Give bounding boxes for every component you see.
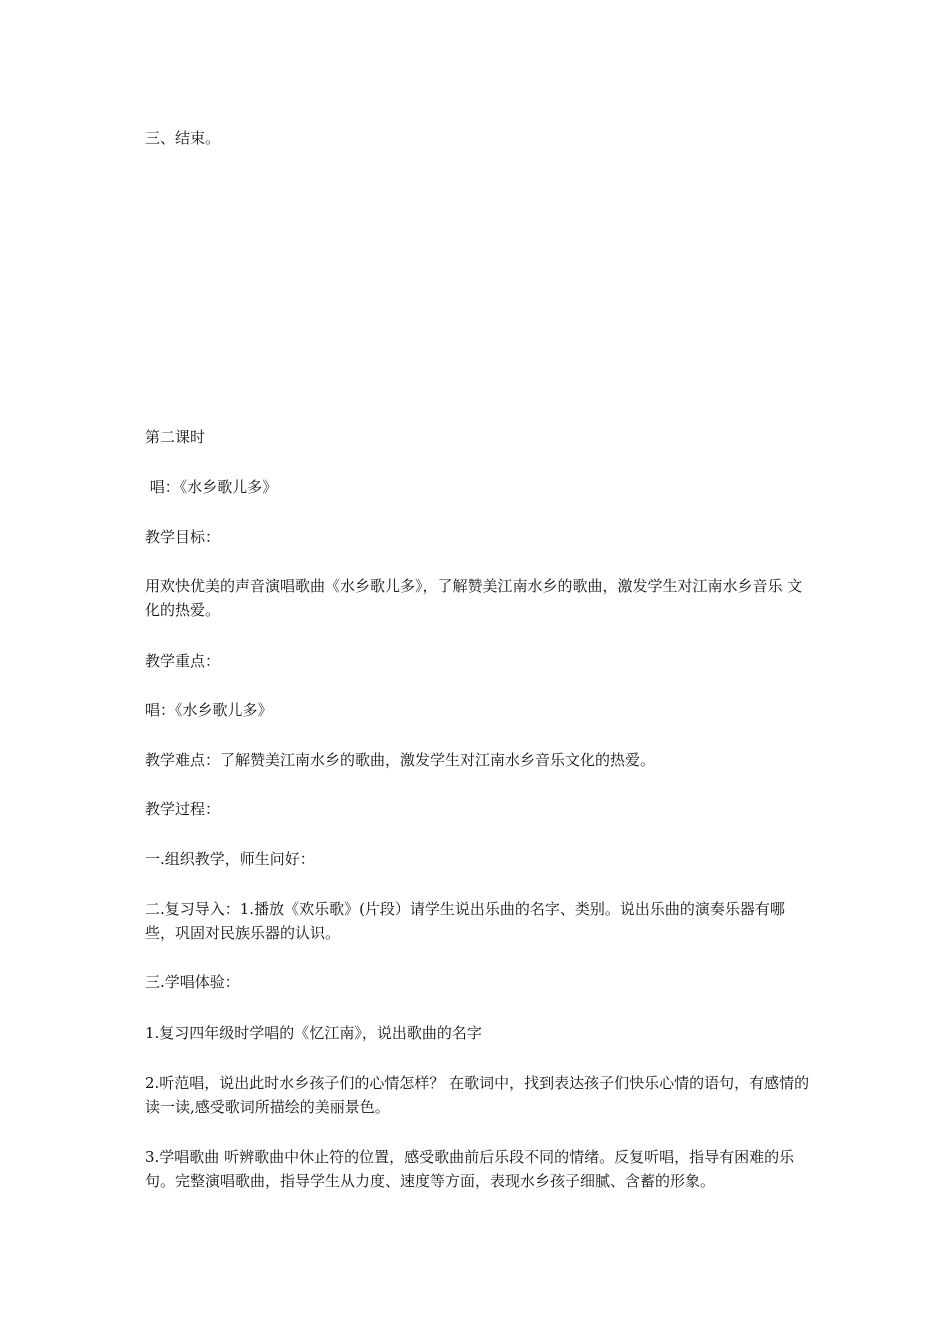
item-1: 1.复习四年级时学唱的《忆江南》，说出歌曲的名字 — [145, 1024, 482, 1042]
goal-heading: 教学目标： — [145, 528, 221, 546]
lesson-song: 唱：《水乡歌儿多》 — [145, 478, 278, 496]
key-heading: 教学重点： — [145, 652, 221, 670]
goal-text: 用欢快优美的声音演唱歌曲《水乡歌儿多》，了解赞美江南水乡的歌曲，激发学生对江南水乡音乐 文化的热爱。 — [145, 577, 803, 619]
difficulty-text: 教学难点：了解赞美江南水乡的歌曲，激发学生对江南水乡音乐文化的热爱。 — [145, 751, 656, 769]
item-3: 3.学唱歌曲 听辨歌曲中休止符的位置，感受歌曲前后乐段不同的情绪。反复听唱，指导有困难的乐句。完整演唱歌曲，指导学生从力度、速度等方面，表现水乡孩子细腻、含蓄的形象。 — [145, 1148, 795, 1190]
step-2: 二.复习导入：1.播放《欢乐歌》(片段）请学生说出乐曲的名字、类别。说出乐曲的演奏乐器有哪些，巩固对民族乐器的认识。 — [145, 900, 785, 942]
step-1: 一.组织教学，师生问好： — [145, 850, 315, 868]
step-3: 三.学唱体验： — [145, 973, 240, 991]
lesson-title: 第二课时 — [145, 428, 206, 446]
process-heading: 教学过程： — [145, 800, 221, 818]
key-text: 唱：《水乡歌儿多》 — [145, 701, 273, 719]
item-2: 2.听范唱，说出此时水乡孩子们的心情怎样？ 在歌词中，找到表达孩子们快乐心情的语句，有感情的读一读,感受歌词所描绘的美丽景色。 — [145, 1074, 810, 1116]
section-end-heading: 三、结束。 — [145, 129, 221, 147]
